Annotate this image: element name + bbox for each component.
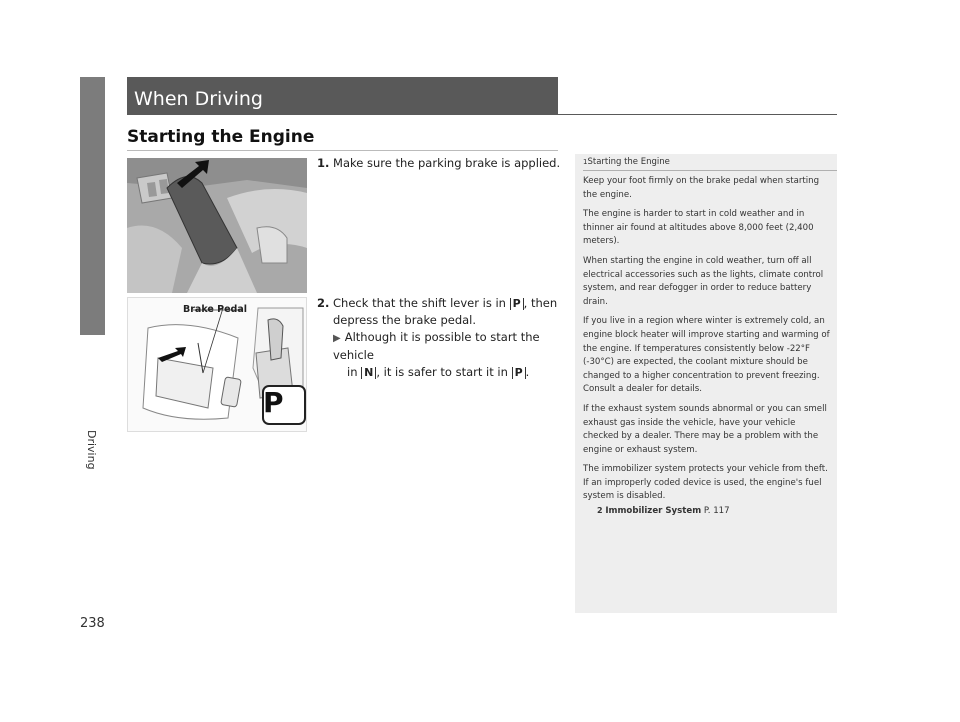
step-1-number: 1. bbox=[317, 156, 330, 170]
note-marker-icon: 1 bbox=[583, 158, 588, 166]
step-2-sub-d: . bbox=[525, 365, 530, 379]
note-body bbox=[583, 175, 831, 519]
note-paragraph: Keep your foot firmly on the brake pedal when starting the engine. bbox=[583, 176, 820, 200]
step-2-text-a: Check that the shift lever is in bbox=[333, 296, 506, 310]
note-paragraph: If you live in a region where winter is extremely cold, an engine block heater will improve starting and warming of the engine. If temperatures consistently below -22°F (-30°C) are expected, the coolant mixture should be changed to a higher concentration to prevent freezing. Consult a dealer for details. bbox=[583, 316, 830, 395]
side-label: Driving bbox=[85, 430, 98, 470]
sub-arrow-icon: ▶ bbox=[333, 333, 341, 344]
subsection-title: Starting the Engine bbox=[127, 127, 315, 147]
note-paragraph: The engine is harder to start in cold weather and in thinner air found at altitudes above 8,000 feet (2,400 meters). bbox=[583, 209, 814, 247]
xref-arrow-icon: 2 bbox=[597, 506, 603, 516]
step-2-text-c: depress the brake pedal. bbox=[333, 313, 477, 327]
section-divider bbox=[558, 114, 837, 115]
key-p-2: P bbox=[512, 367, 526, 379]
xref-title: Immobilizer System bbox=[605, 506, 702, 517]
parking-brake-drawing bbox=[127, 158, 307, 293]
xref-page: P. 117 bbox=[703, 506, 730, 517]
note-paragraph: If the exhaust system sounds abnormal or you can smell exhaust gas inside the vehicle, have your vehicle checked by a dealer. There may be a problem with the engine or exhaust system. bbox=[583, 403, 827, 455]
note-heading bbox=[583, 157, 670, 167]
page-number: 238 bbox=[80, 616, 105, 631]
step-2-number: 2. bbox=[317, 296, 330, 310]
note-heading-text: Starting the Engine bbox=[587, 157, 670, 167]
step-1-text: Make sure the parking brake is applied. bbox=[333, 156, 561, 170]
parking-brake-illustration bbox=[127, 158, 307, 293]
step-2-sub-a: Although it is possible to start the vehicle bbox=[333, 330, 540, 362]
note-heading-divider bbox=[583, 170, 837, 171]
step-2 bbox=[317, 295, 567, 381]
park-position-mark: P bbox=[263, 386, 284, 419]
step-1 bbox=[317, 155, 567, 172]
key-n: N bbox=[361, 367, 376, 379]
note-paragraph: The immobilizer system protects your vehicle from theft. If an improperly coded device is used, the engine's fuel system is disabled. bbox=[583, 464, 828, 502]
brake-pedal-label: Brake Pedal bbox=[183, 304, 248, 315]
step-2-sub-c: , it is safer to start it in bbox=[376, 365, 508, 379]
key-p: P bbox=[510, 298, 524, 310]
note-paragraph: When starting the engine in cold weather, turn off all electrical accessories such as the lights, climate control system, and rear defogger in order to reduce battery drain. bbox=[583, 255, 824, 307]
side-tab bbox=[80, 77, 105, 335]
immobilizer-xref-link[interactable] bbox=[583, 504, 831, 519]
step-2-sub-b: in bbox=[347, 365, 358, 379]
subsection-divider bbox=[127, 150, 558, 151]
step-2-text-b: , then bbox=[523, 296, 558, 310]
section-title: When Driving bbox=[134, 88, 263, 110]
